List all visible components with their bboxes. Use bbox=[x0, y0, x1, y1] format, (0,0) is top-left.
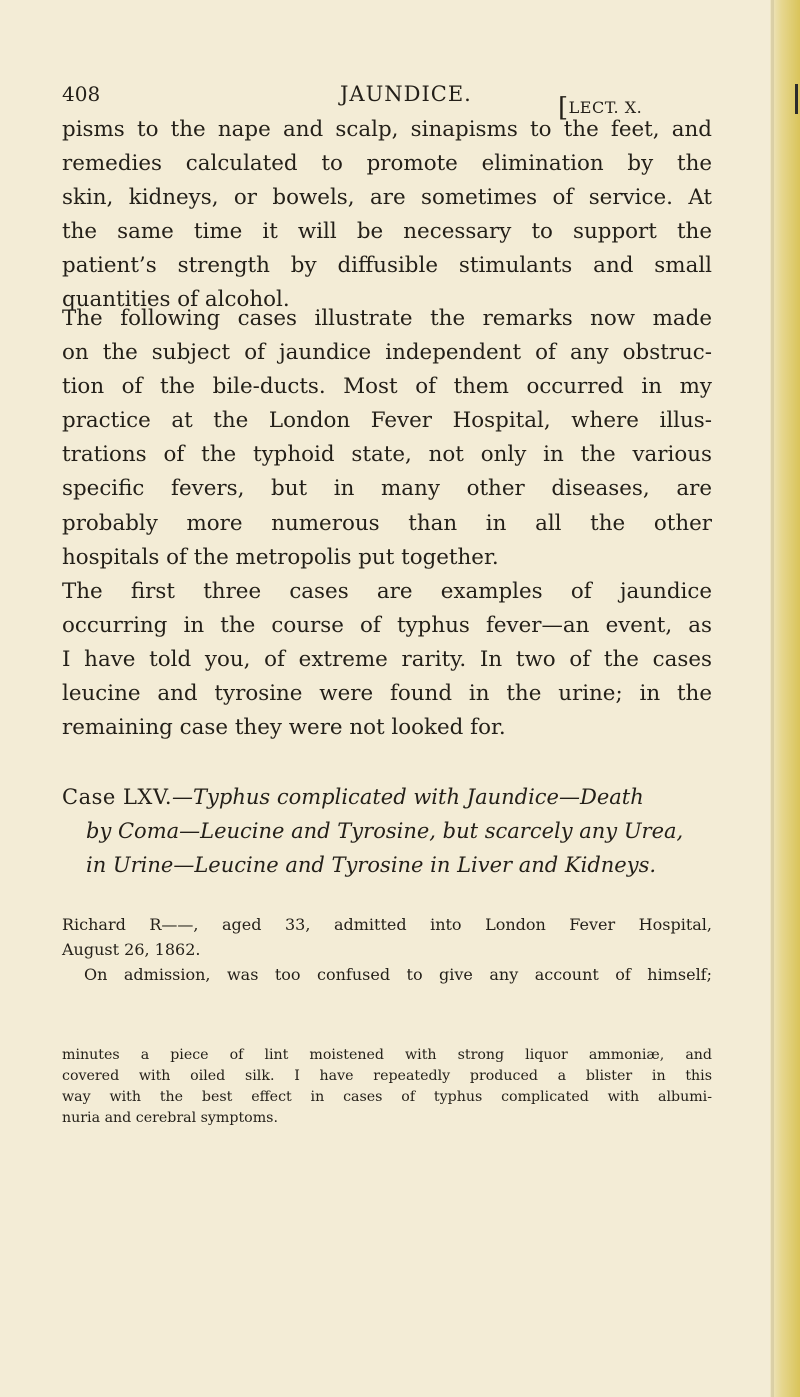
case-heading bbox=[62, 780, 712, 882]
paragraph-1 bbox=[62, 113, 712, 318]
text-line: remaining case they were not looked for. bbox=[62, 715, 506, 741]
footnote-line: minutes a piece of lint moistened with strong liquor ammoniæ, and bbox=[62, 1047, 712, 1063]
text-line: August 26, 1862. bbox=[62, 940, 201, 959]
text-line: skin, kidneys, or bowels, are sometimes of service. At bbox=[62, 185, 712, 211]
text-line: pisms to the nape and scalp, sinapisms to the feet, and bbox=[62, 117, 712, 142]
footnote bbox=[62, 1045, 712, 1129]
text-line: on the subject of jaundice independent of any obstruc- bbox=[62, 340, 712, 366]
text-line: quantities of alcohol. bbox=[62, 287, 290, 313]
text-line: On admission, was too confused to give any account of himself; bbox=[84, 965, 712, 984]
text-line: the same time it will be necessary to support the bbox=[62, 219, 712, 245]
lecture-reference-text: LECT. X. bbox=[568, 98, 643, 117]
text-line: Richard R——, aged 33, admitted into London Fever Hospital, bbox=[62, 915, 712, 934]
footnote-line: way with the best effect in cases of typhus complicated with albumi- bbox=[62, 1089, 712, 1105]
running-header bbox=[0, 82, 800, 123]
paragraph-2 bbox=[62, 302, 712, 745]
text-line: The first three cases are examples of jaundice bbox=[62, 578, 712, 604]
text-line: practice at the London Fever Hospital, where illus- bbox=[62, 408, 712, 434]
text-line: hospitals of the metropolis put together. bbox=[62, 544, 499, 570]
case-label: Case LXV. bbox=[62, 785, 173, 809]
page-gutter-edge bbox=[770, 0, 800, 1397]
text-line: occurring in the course of typhus fever—an event, as bbox=[62, 612, 712, 638]
lecture-reference: [LECT. X. bbox=[558, 93, 643, 123]
page-number: 408 bbox=[62, 82, 101, 106]
text-line: I have told you, of extreme rarity. In two of the cases bbox=[62, 646, 712, 672]
case-heading-line: in Urine—Leucine and Tyrosine in Liver and Kidneys. bbox=[86, 853, 657, 877]
text-line: The following cases illustrate the remarks now made bbox=[62, 306, 712, 331]
running-title: JAUNDICE. bbox=[340, 82, 472, 106]
text-line: trations of the typhoid state, not only in the various bbox=[62, 442, 712, 468]
case-description bbox=[62, 912, 712, 987]
gutter-shadow bbox=[771, 0, 774, 1397]
case-heading-line bbox=[62, 780, 712, 814]
text-line: specific fevers, but in many other diseases, are bbox=[62, 476, 712, 502]
case-heading-line: by Coma—Leucine and Tyrosine, but scarcely any Urea, bbox=[86, 819, 684, 843]
text-line: leucine and tyrosine were found in the urine; in the bbox=[62, 681, 712, 707]
text-line: patient’s strength by diffusible stimulants and small bbox=[62, 253, 712, 279]
footnote-line: nuria and cerebral symptoms. bbox=[62, 1110, 278, 1126]
text-line: remedies calculated to promote elimination by the bbox=[62, 151, 712, 177]
footnote-line: covered with oiled silk. I have repeatedly produced a blister in this bbox=[62, 1068, 712, 1084]
text-line: probably more numerous than in all the other bbox=[62, 510, 712, 536]
case-title-part: —Typhus complicated with Jaundice—Death bbox=[172, 785, 644, 809]
text-line: tion of the bile-ducts. Most of them occurred in my bbox=[62, 374, 712, 400]
